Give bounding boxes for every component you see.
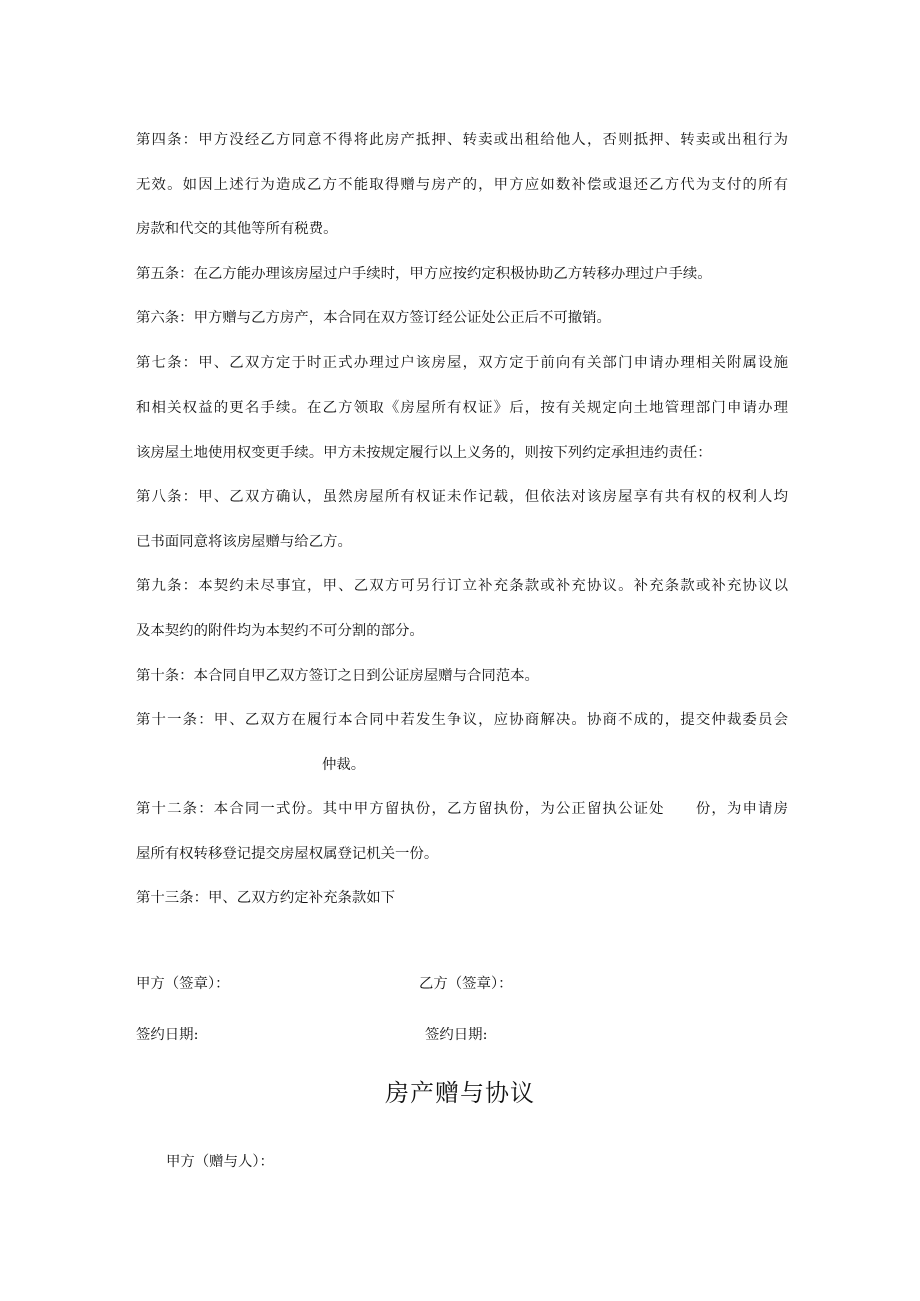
party-b-date-label: 签约日期: [425,1027,488,1043]
clause-12-line-2: 屋所有权转移登记提交房屋权属登记机关一份。 [136,846,439,862]
clause-11-line-2: 仲裁。 [322,757,366,773]
clause-9-line-2: 及本契约的附件均为本契约不可分割的部分。 [136,623,424,639]
clause-7-line-1: 第七条：甲、乙双方定于时正式办理过户该房屋，双方定于前向有关部门申请办理相关附属设施 [136,355,788,371]
clause-4-line-1: 第四条：甲方没经乙方同意不得将此房产抵押、转卖或出租给他人，否则抵押、转卖或出租行为 [136,132,788,148]
clause-8-line-2: 已书面同意将该房屋赠与给乙方。 [136,534,352,550]
document-title: 房产赠与协议 [385,1079,535,1107]
clause-6: 第六条：甲方赠与乙方房产，本合同在双方签订经公证处公正后不可撤销。 [136,310,611,326]
clause-7-line-3: 该房屋土地使用权变更手续。甲方未按规定履行以上义务的，则按下列约定承担违约责任： [136,445,712,461]
clause-9-line-1: 第九条：本契约未尽事宜，甲、乙双方可另行订立补充条款或补充协议。补充条款或补充协议以 [136,578,788,594]
party-a-date-label: 签约日期: [136,1027,199,1043]
clause-7-line-2: 和相关权益的更名手续。在乙方领取《房屋所有权证》后，按有关规定向土地管理部门申请办理 [136,400,788,416]
clause-11-line-1: 第十一条：甲、乙双方在履行本合同中若发生争议，应协商解决。协商不成的，提交仲裁委员会 [136,712,788,728]
clause-10: 第十条：本合同自甲乙双方签订之日到公证房屋赠与合同范本。 [136,668,539,684]
party-a-seal-label: 甲方（签章）： [136,976,230,992]
party-b-seal-label: 乙方（签章）： [419,976,513,992]
clause-13: 第十三条：甲、乙双方约定补充条款如下 [136,890,396,906]
clause-4-line-3: 房款和代交的其他等所有税费。 [136,221,338,237]
donor-label: 甲方（赠与人）： [166,1154,274,1170]
clause-5: 第五条：在乙方能办理该房屋过户手续时，甲方应按约定积极协助乙方转移办理过户手续。 [136,266,712,282]
clause-4-line-2: 无效。如因上述行为造成乙方不能取得赠与房产的，甲方应如数补偿或退还乙方代为支付的所有 [136,177,788,193]
clause-8-line-1: 第八条：甲、乙双方确认，虽然房屋所有权证未作记载，但依法对该房屋享有共有权的权利人均 [136,489,788,505]
clause-12-line-1: 第十二条：本合同一式份。其中甲方留执份，乙方留执份，为公正留执公证处 份，为申请房 [136,801,788,817]
